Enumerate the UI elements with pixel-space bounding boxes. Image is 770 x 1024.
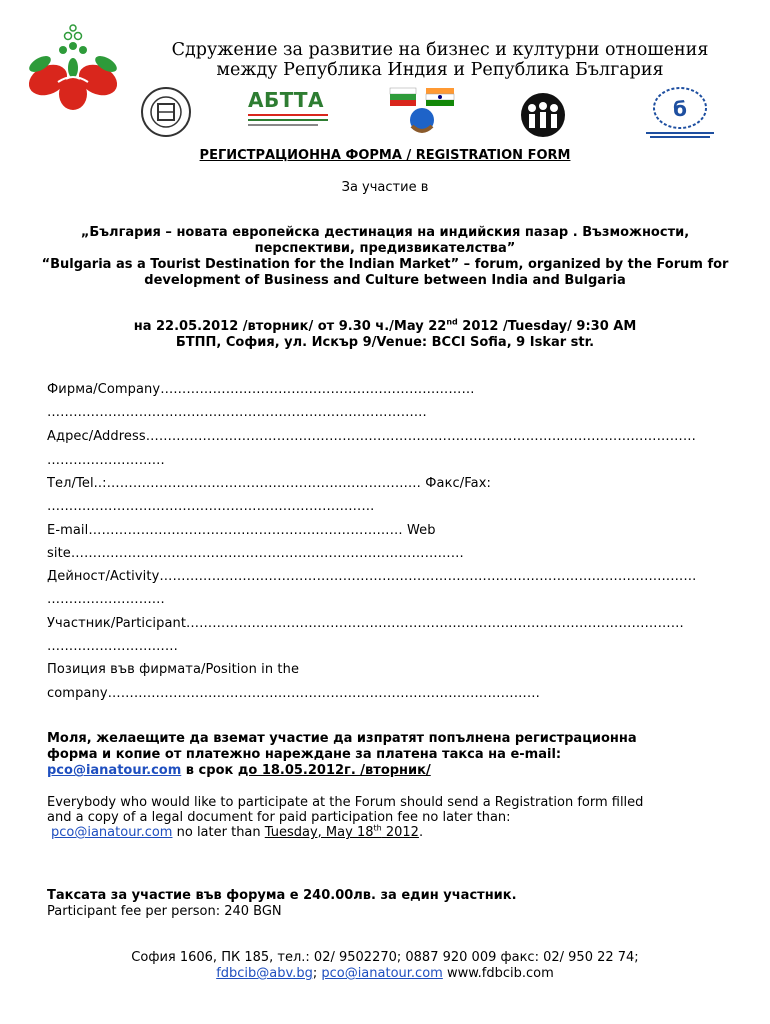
field-tel-fax[interactable]: Тел/Tel..:……………………………………………………………… Факс/Fax: bbox=[47, 476, 492, 491]
fee-en: Participant fee per person: 240 BGN bbox=[47, 904, 282, 919]
email-link-bg[interactable]: pco@ianatour.com bbox=[47, 763, 182, 778]
field-position[interactable]: Позиция във фирмата/Position in the bbox=[47, 662, 300, 677]
footer-email-fdbcib[interactable]: fdbcib@abv.bg bbox=[216, 966, 313, 981]
field-activity[interactable]: Дейност/Activity…………………………………………………………………………………………………………… bbox=[47, 569, 697, 584]
flags-globe-logo bbox=[386, 84, 458, 140]
abtta-logo: АБТТА bbox=[248, 88, 338, 132]
field-fax-continued[interactable]: ………………………………………………………………… bbox=[47, 499, 375, 514]
field-position-continued[interactable]: company……………………………………………………………………………………… bbox=[47, 686, 540, 701]
form-title: РЕГИСТРАЦИОННА ФОРМА / REGISTRATION FORM bbox=[199, 148, 571, 163]
bcci-seal-logo bbox=[136, 86, 196, 138]
field-company-continued[interactable]: …………………………………………………………………………… bbox=[47, 405, 427, 420]
field-participant[interactable]: Участник/Participant…………………………………………………………………………………………………… bbox=[47, 616, 684, 631]
field-participant-continued[interactable]: ………………………… bbox=[47, 639, 178, 654]
flower-logo bbox=[18, 22, 128, 112]
email-link-en[interactable]: pco@ianatour.com bbox=[51, 825, 173, 840]
fee-bg: Таксата за участие във форума е 240.00лв. за един участник. bbox=[47, 888, 517, 903]
notice-bg: Моля, желаещите да вземат участие да изпратят попълнена регистрационна форма и копие от платежно нареждане за платена такса на e-mail: pco@ianatour.com в срок до 18.05.2012г. /вторник/ bbox=[47, 731, 637, 778]
intro-text: За участие в bbox=[341, 180, 429, 195]
event-title-en: “Bulgaria as a Tourist Destination for the Indian Market” – forum, organized by the Forum for development of Business and Culture between India and Bulgaria bbox=[41, 257, 729, 288]
event-date: на 22.05.2012 /вторник/ от 9.30 ч./May 22nd 2012 /Tuesday/ 9:30 AM bbox=[133, 317, 637, 334]
chamber-logo bbox=[640, 86, 720, 140]
footer-email-pco[interactable]: pco@ianatour.com bbox=[321, 966, 443, 981]
event-venue: БТПП, София, ул. Искър 9/Venue: BCCI Sofia, 9 Iskar str. bbox=[175, 335, 595, 350]
footer-address: София 1606, ПК 185, тел.: 02/ 9502270; 0887 920 009 факс: 02/ 950 22 74; bbox=[131, 950, 639, 965]
field-address[interactable]: Адрес/Address……………………………………………………………………………………………………………… bbox=[47, 429, 696, 444]
field-email-web[interactable]: E-mail……………………………………………………………… Web bbox=[47, 523, 436, 538]
footer-website[interactable]: www.fdbcib.com bbox=[442, 966, 554, 981]
event-title-bg: „България – новата европейска дестинация на индийския пазар . Възможности, перспективи, предизвикателства” bbox=[80, 225, 690, 256]
people-circle-logo bbox=[518, 92, 568, 138]
organization-name: Сдружение за развитие на бизнес и културни отношения между Република Индия и Република България bbox=[171, 40, 709, 80]
field-address-continued[interactable]: ……………………… bbox=[47, 453, 165, 468]
notice-en: Everybody who would like to participate at the Forum should send a Registration form filled and a copy of a legal document for paid participation fee no later than: pco@ianatour.com no later than Tuesday, May 18th 2012. bbox=[47, 795, 644, 840]
svg-text:б: б bbox=[673, 97, 687, 121]
footer-contacts: fdbcib@abv.bg; pco@ianatour.com www.fdbcib.com bbox=[216, 966, 554, 981]
field-web-site[interactable]: site……………………………………………………………………………… bbox=[47, 546, 464, 561]
field-activity-continued[interactable]: ……………………… bbox=[47, 592, 165, 607]
field-company[interactable]: Фирма/Company……………………………………………………………… bbox=[47, 382, 475, 397]
